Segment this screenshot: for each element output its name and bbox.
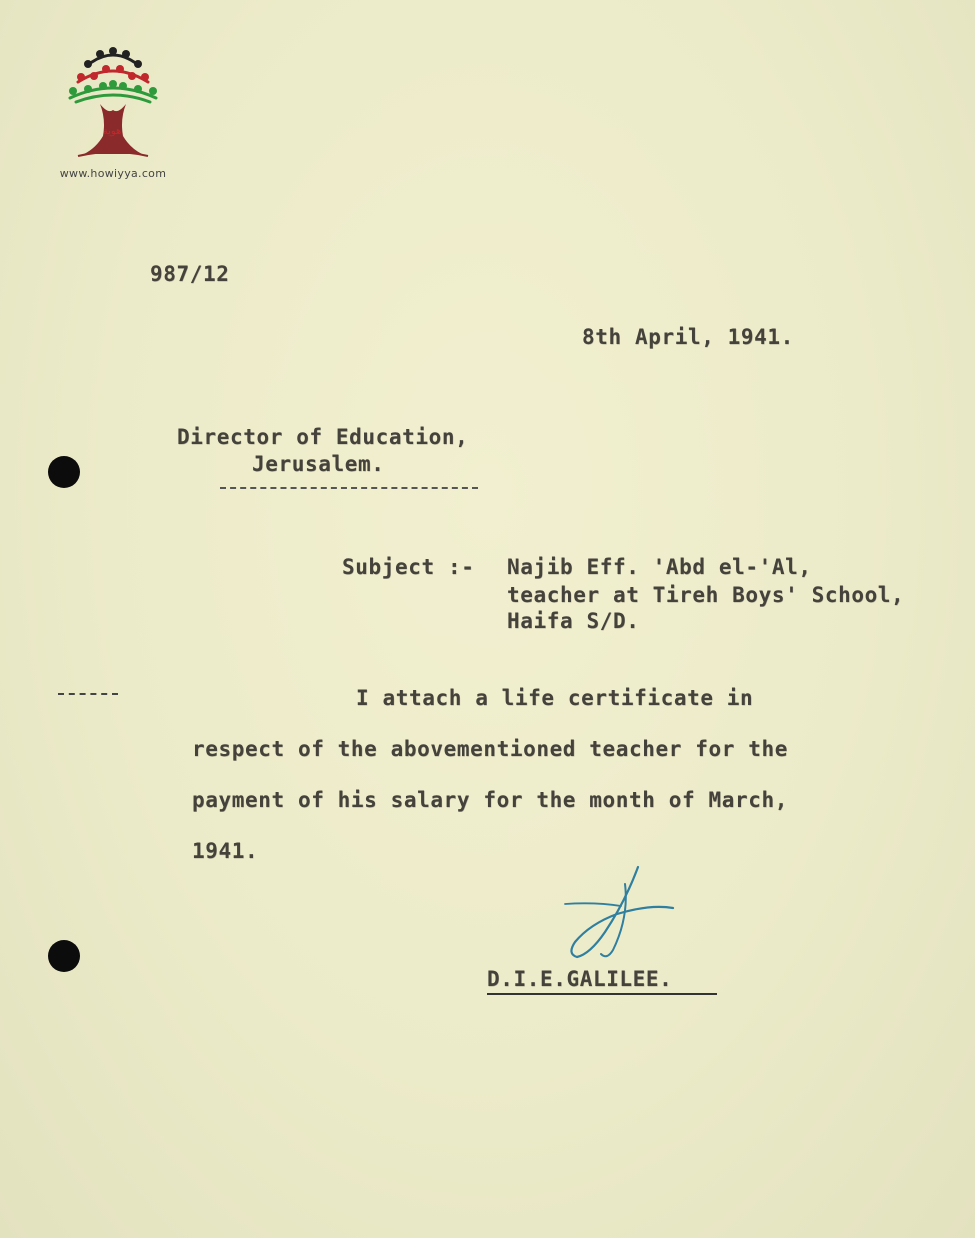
howiyya-logo[interactable] bbox=[48, 44, 178, 184]
subject-label: Subject :- bbox=[342, 555, 475, 579]
body-line-4: 1941. bbox=[192, 839, 259, 863]
addressee-underline bbox=[220, 487, 478, 489]
tree-of-people-logo-icon bbox=[48, 44, 178, 164]
subject-line-1: Najib Eff. 'Abd el-'Al, bbox=[507, 555, 812, 579]
reference-number: 987/12 bbox=[150, 262, 230, 286]
svg-text:هوية: هوية bbox=[102, 126, 122, 137]
punch-hole-top bbox=[48, 456, 80, 488]
margin-dash-mark bbox=[58, 693, 118, 695]
logo-url-text[interactable]: www.howiyya.com bbox=[59, 167, 167, 180]
handwritten-signature bbox=[555, 862, 685, 972]
subject-line-2: teacher at Tireh Boys' School, bbox=[507, 583, 905, 607]
signatory-underline bbox=[487, 993, 717, 995]
body-line-1: I attach a life certificate in bbox=[356, 686, 754, 710]
signatory-name: D.I.E.GALILEE. bbox=[487, 967, 673, 991]
punch-hole-bottom bbox=[48, 940, 80, 972]
letter-date: 8th April, 1941. bbox=[582, 325, 794, 349]
body-line-2: respect of the abovementioned teacher for the bbox=[192, 737, 788, 761]
addressee-city: Jerusalem. bbox=[252, 452, 385, 476]
subject-line-3: Haifa S/D. bbox=[507, 609, 640, 633]
addressee-title: Director of Education, bbox=[177, 425, 469, 449]
body-line-3: payment of his salary for the month of March, bbox=[192, 788, 788, 812]
